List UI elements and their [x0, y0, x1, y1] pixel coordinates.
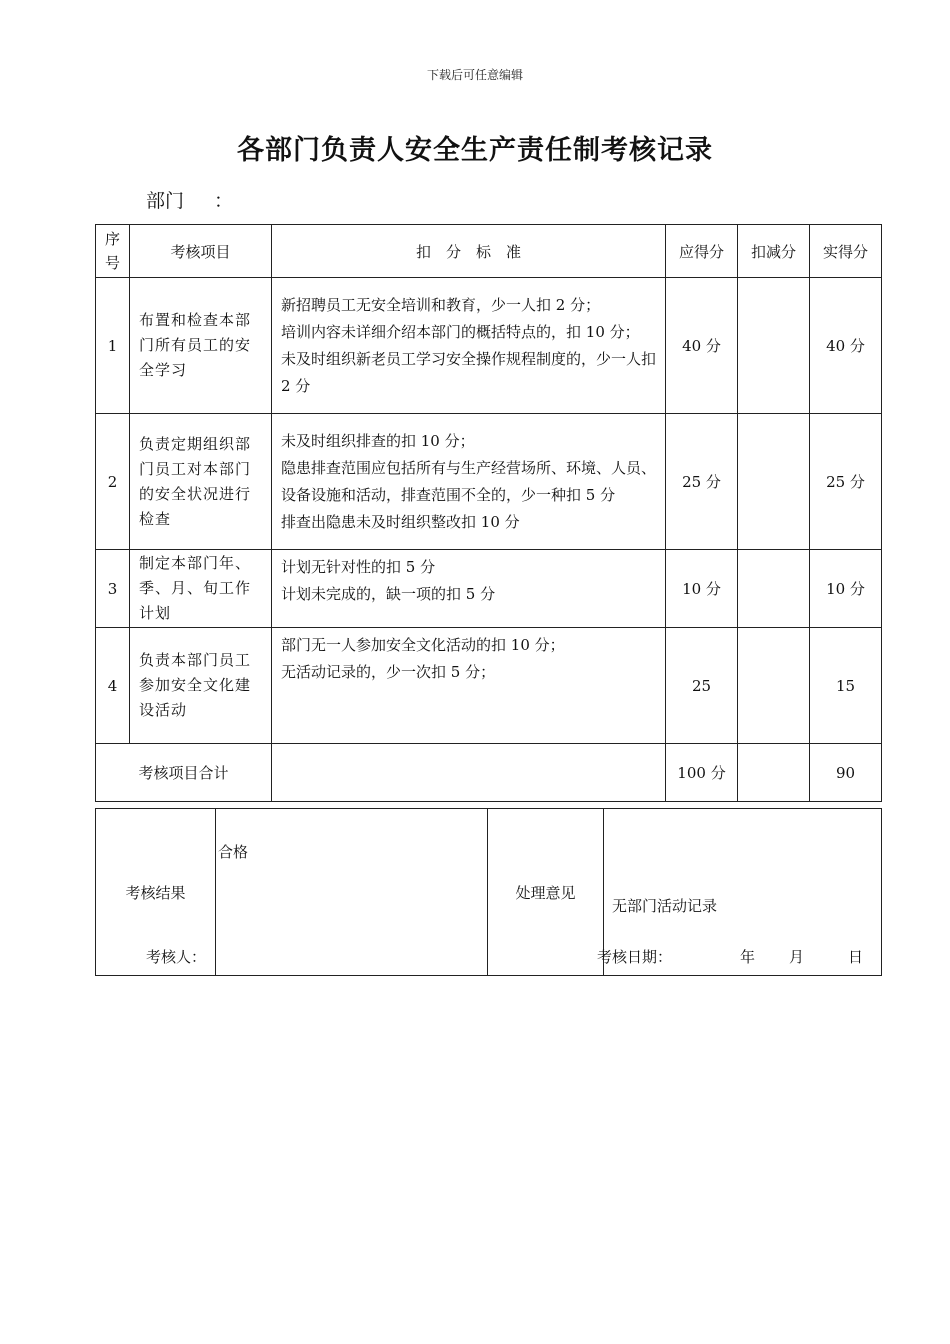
- total-deduct: [738, 744, 810, 802]
- row-item: 负责本部门员工参加安全文化建设活动: [130, 628, 272, 744]
- reviewer-label: 考核人：: [146, 948, 207, 966]
- header-due: 应得分: [666, 225, 738, 278]
- header-item: 考核项目: [130, 225, 272, 278]
- table-total-row: [96, 744, 882, 802]
- total-actual: 90: [810, 744, 882, 802]
- header-seq: 序号: [96, 225, 130, 278]
- row-actual: 40 分: [810, 278, 882, 414]
- row-due: 25: [666, 628, 738, 744]
- row-deduct: [738, 628, 810, 744]
- row-due: 25 分: [666, 414, 738, 550]
- criteria-line: 计划未完成的，缺一项的扣 5 分: [281, 585, 496, 603]
- row-actual: 15: [810, 628, 882, 744]
- table-header-row: [96, 225, 882, 278]
- opinion-label: 处理意见: [488, 809, 604, 976]
- assessment-table: [95, 224, 882, 802]
- month-label: 月: [789, 948, 805, 966]
- criteria-line: 计划无针对性的扣 5 分: [281, 558, 436, 576]
- row-seq: 4: [96, 628, 130, 744]
- criteria-line: 未及时组织新老员工学习安全操作规程制度的，少一人扣 2 分: [281, 349, 657, 395]
- criteria-line: 培训内容未详细介绍本部门的概括特点的，扣 10 分；: [281, 322, 640, 341]
- header-deduct: 扣减分: [738, 225, 810, 278]
- date-label: 考核日期：: [597, 948, 673, 966]
- row-due: 40 分: [666, 278, 738, 414]
- table-row: [96, 278, 882, 414]
- year-label: 年: [740, 948, 756, 966]
- table-row: [96, 628, 882, 744]
- result-label: 考核结果: [96, 809, 216, 976]
- dept-colon: ：: [214, 190, 234, 212]
- dept-line: [146, 186, 233, 213]
- row-actual: 25 分: [810, 414, 882, 550]
- day-label: 日: [848, 948, 864, 966]
- row-criteria: [272, 628, 666, 744]
- row-criteria: [272, 278, 666, 414]
- dept-label: 部门: [146, 190, 185, 212]
- table-row: [96, 414, 882, 550]
- result-value: 合格: [216, 809, 488, 976]
- row-item: 负责定期组织部门员工对本部门的安全状况进行检查: [130, 414, 272, 550]
- total-criteria: [272, 744, 666, 802]
- page-title: 各部门负责人安全生产责任制考核记录: [237, 135, 713, 166]
- header-note: 下载后可任意编辑: [426, 68, 523, 82]
- row-deduct: [738, 414, 810, 550]
- total-label: 考核项目合计: [96, 744, 272, 802]
- row-seq: 3: [96, 550, 130, 628]
- criteria-line: 未及时组织排查的扣 10 分；: [281, 431, 475, 450]
- criteria-line: 排查出隐患未及时组织整改扣 10 分: [281, 512, 520, 531]
- criteria-line: 新招聘员工无安全培训和教育，少一人扣 2 分；: [281, 295, 601, 314]
- opinion-value: 无部门活动记录: [604, 809, 882, 976]
- table-row: [96, 550, 882, 628]
- criteria-line: 无活动记录的，少一次扣 5 分；: [281, 663, 496, 681]
- row-criteria: [272, 414, 666, 550]
- row-actual: 10 分: [810, 550, 882, 628]
- total-due: 100 分: [666, 744, 738, 802]
- row-item: 制定本部门年、季、月、旬工作计划: [130, 550, 272, 628]
- header-criteria: 扣 分 标 准: [272, 225, 666, 278]
- row-seq: 2: [96, 414, 130, 550]
- header-actual: 实得分: [810, 225, 882, 278]
- row-seq: 1: [96, 278, 130, 414]
- criteria-line: 部门无一人参加安全文化活动的扣 10 分；: [281, 636, 565, 654]
- row-deduct: [738, 278, 810, 414]
- row-deduct: [738, 550, 810, 628]
- criteria-line: 隐患排查范围应包括所有与生产经营场所、环境、人员、设备设施和活动，排查范围不全的，少一种扣 5 分: [281, 458, 657, 504]
- row-due: 10 分: [666, 550, 738, 628]
- row-item: 布置和检查本部门所有员工的安全学习: [130, 278, 272, 414]
- row-criteria: [272, 550, 666, 628]
- footer: [0, 946, 950, 970]
